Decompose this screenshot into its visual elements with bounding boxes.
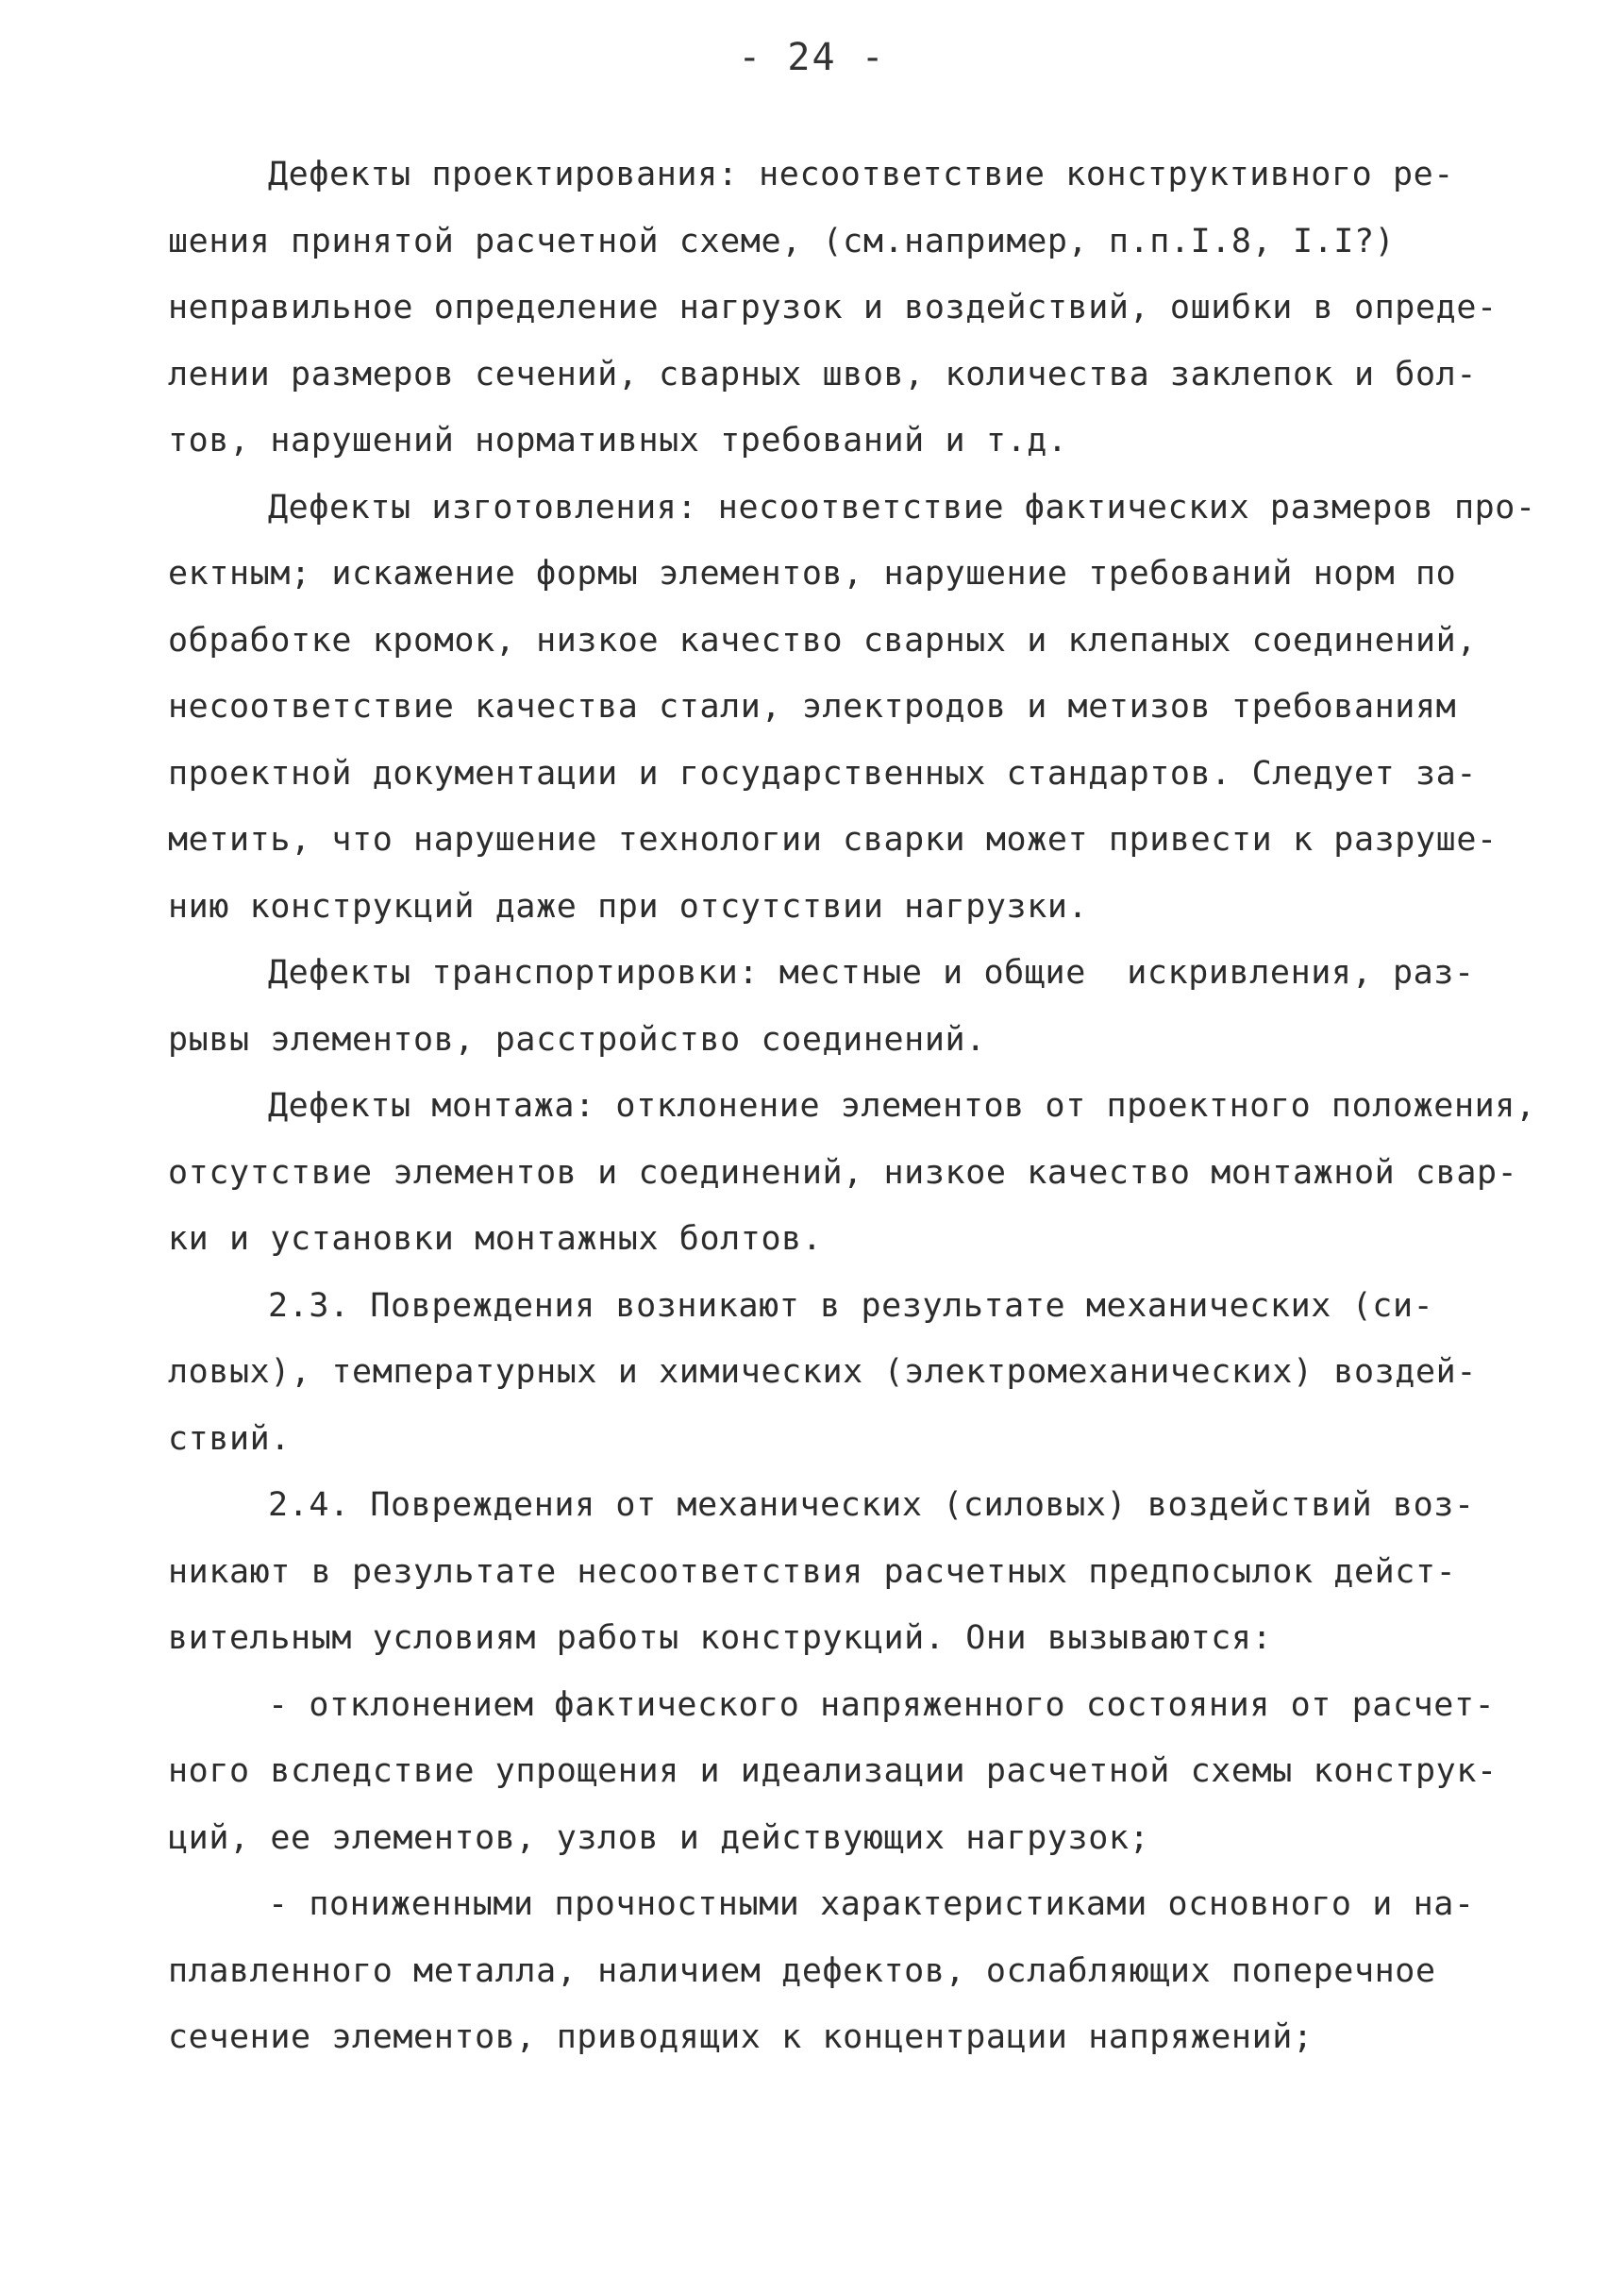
page-number: - 24 -	[738, 36, 886, 79]
paragraph-assembly-defects	[168, 1073, 1546, 1273]
text-line: неправильное определение нагрузок и воздействий, ошибки в опреде-	[168, 289, 1498, 326]
document-body	[168, 142, 1546, 2071]
paragraph-design-defects	[168, 142, 1546, 475]
text-line: ций, ее элементов, узлов и действующих нагрузок;	[168, 1818, 1150, 1857]
text-line: лении размеров сечений, сварных швов, количества заклепок и бол-	[168, 355, 1477, 393]
text-line: обработке кромок, низкое качество сварных и клепаных соединений,	[168, 621, 1477, 660]
text-line: тов, нарушений нормативных требований и т.д.	[168, 422, 1068, 460]
list-item-stress-deviation	[168, 1672, 1546, 1872]
text-line: ствий.	[168, 1419, 292, 1458]
text-line: никают в результате несоответствия расчетных предпосылок дейст-	[168, 1552, 1457, 1591]
list-item-reduced-strength	[168, 1871, 1546, 2071]
text-line: рывы элементов, расстройство соединений.	[168, 1020, 986, 1059]
paragraph-section-2-4	[168, 1472, 1546, 1672]
text-line: шения принятой расчетной схеме, (см.например, п.п.I.8, I.I?)	[168, 222, 1396, 260]
text-line: 2.4. Повреждения от механических (силовых) воздействий воз-	[268, 1486, 1475, 1524]
text-line: нию конструкций даже при отсутствии нагрузки.	[168, 887, 1089, 926]
text-line: ки и установки монтажных болтов.	[168, 1220, 823, 1258]
text-line: Дефекты изготовления: несоответствие фактических размеров про-	[268, 488, 1536, 527]
paragraph-transport-defects	[168, 940, 1546, 1073]
text-line: вительным условиям работы конструкций. Они вызываются:	[168, 1619, 1273, 1657]
text-line: ловых), температурных и химических (электромеханических) воздей-	[168, 1353, 1477, 1391]
text-line: ного вследствие упрощения и идеализации расчетной схемы конструк-	[168, 1752, 1498, 1790]
text-line: - отклонением фактического напряженного состояния от расчет-	[268, 1685, 1496, 1724]
paragraph-manufacturing-defects	[168, 475, 1546, 941]
text-line: плавленного металла, наличием дефектов, ослабляющих поперечное	[168, 1951, 1436, 1990]
text-line: ектным; искажение формы элементов, нарушение требований норм по	[168, 555, 1457, 593]
text-line: 2.3. Повреждения возникают в результате механических (си-	[268, 1286, 1434, 1325]
text-line: - пониженными прочностными характеристиками основного и на-	[268, 1885, 1475, 1923]
text-line: метить, что нарушение технологии сварки может привести к разруше-	[168, 821, 1498, 859]
text-line: сечение элементов, приводящих к концентрации напряжений;	[168, 2018, 1314, 2056]
text-line: Дефекты транспортировки: местные и общие искривления, раз-	[268, 954, 1475, 992]
text-line: несоответствие качества стали, электродов и метизов требованиям	[168, 688, 1457, 726]
text-line: отсутствие элементов и соединений, низкое качество монтажной свар-	[168, 1153, 1518, 1192]
text-line: Дефекты проектирования: несоответствие конструктивного ре-	[268, 156, 1454, 193]
paragraph-section-2-3	[168, 1273, 1546, 1473]
text-line: Дефекты монтажа: отклонение элементов от проектного положения,	[268, 1087, 1536, 1125]
text-line: проектной документации и государственных стандартов. Следует за-	[168, 754, 1477, 793]
